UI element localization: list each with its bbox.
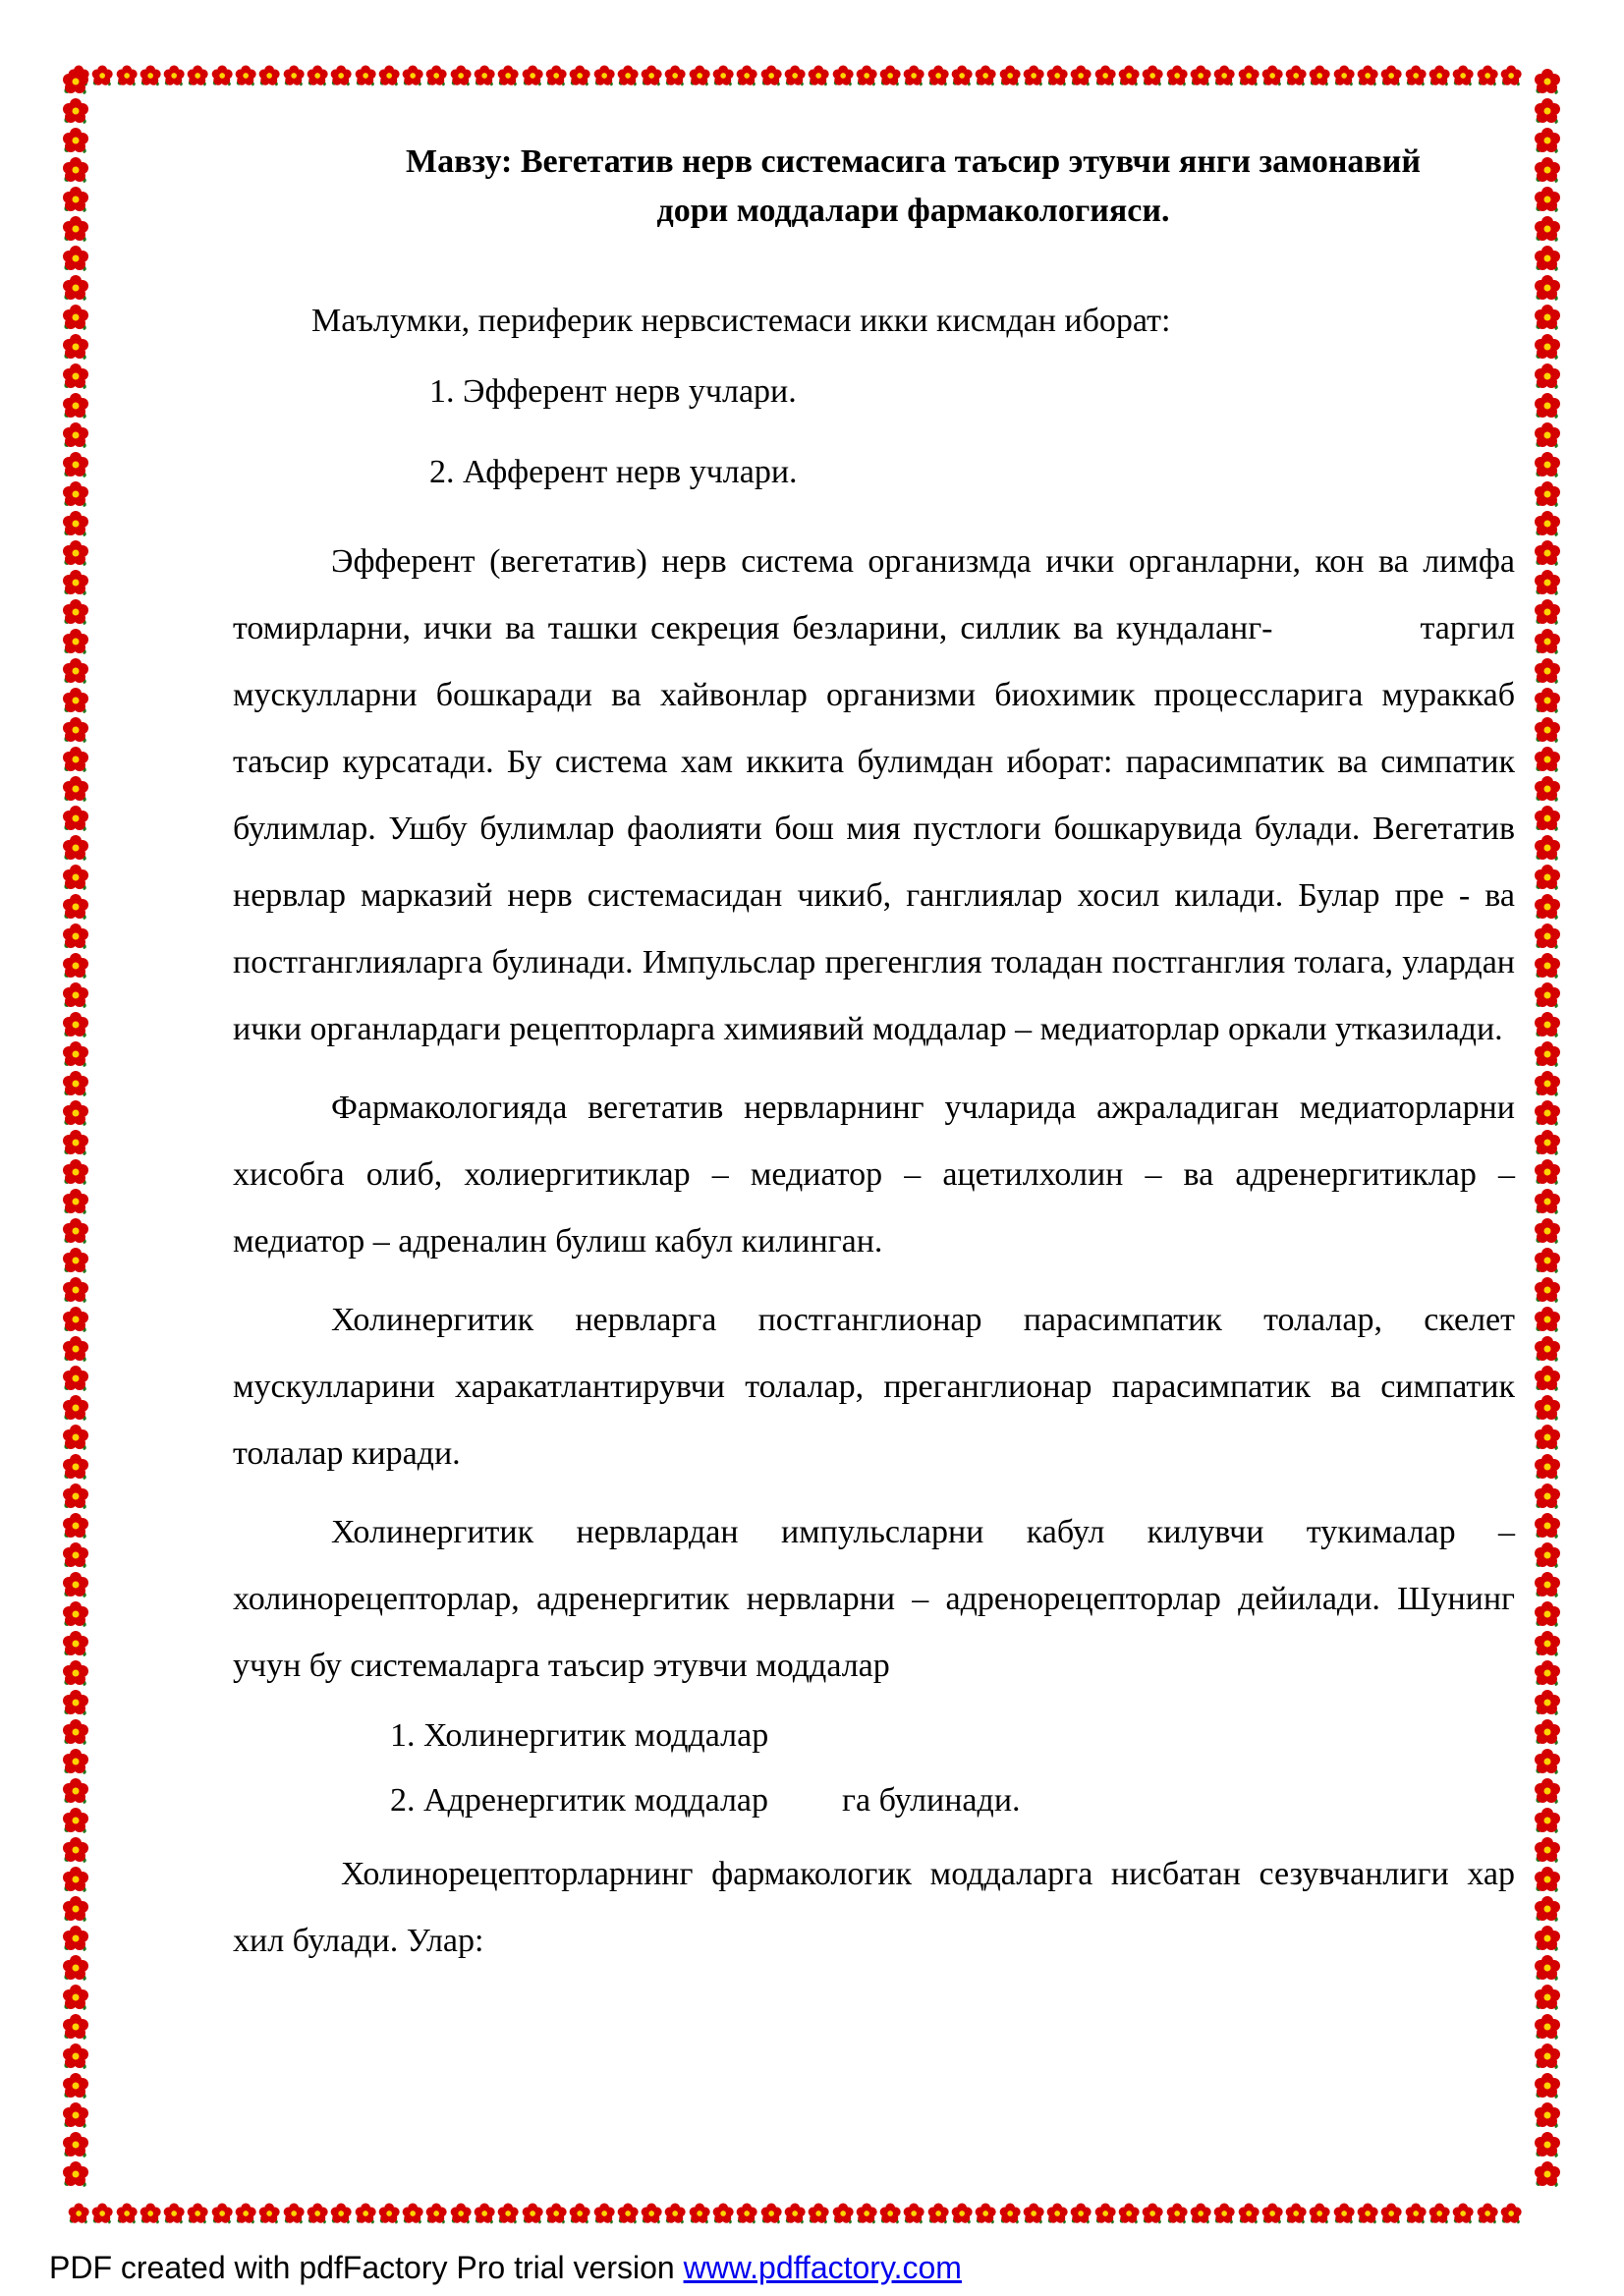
flower-icon	[974, 61, 997, 90]
flower-icon	[1260, 61, 1284, 90]
flower-icon	[1533, 804, 1562, 833]
flower-icon	[1533, 1246, 1562, 1275]
flower-icon	[61, 1157, 90, 1187]
flower-icon	[115, 2199, 139, 2228]
flower-icon	[1533, 1747, 1562, 1776]
flower-icon	[1533, 509, 1562, 538]
flower-icon	[1533, 391, 1562, 420]
flower-icon	[1533, 951, 1562, 980]
flower-icon	[1189, 61, 1212, 90]
flower-icon	[61, 362, 90, 391]
flower-icon	[1533, 1216, 1562, 1246]
flower-icon	[61, 420, 90, 450]
flower-icon	[61, 1187, 90, 1216]
flower-icon	[974, 2199, 997, 2228]
flower-icon	[902, 2199, 925, 2228]
flower-icon	[1284, 61, 1308, 90]
flower-icon	[1499, 2199, 1523, 2228]
flower-icon	[61, 686, 90, 715]
flower-icon	[711, 2199, 735, 2228]
flower-icon	[61, 1452, 90, 1482]
flower-icon	[1533, 1717, 1562, 1747]
flower-icon	[1533, 922, 1562, 951]
flower-icon	[1533, 656, 1562, 686]
flower-icon	[61, 1010, 90, 1039]
document-body	[233, 138, 1515, 1987]
flower-icon	[306, 61, 329, 90]
flower-icon	[61, 479, 90, 509]
flower-icon	[61, 2130, 90, 2159]
flower-icon	[61, 1629, 90, 1658]
page-title	[311, 138, 1515, 236]
flower-icon	[139, 61, 162, 90]
flower-icon	[61, 1098, 90, 1128]
flower-icon	[61, 1747, 90, 1776]
flower-icon	[1533, 1187, 1562, 1216]
flower-icon	[61, 155, 90, 185]
footer-text: PDF created with pdfFactory Pro trial version	[49, 2250, 684, 2285]
flower-icon	[1533, 1865, 1562, 1894]
flower-icon	[257, 2199, 281, 2228]
flower-icon	[377, 2199, 401, 2228]
flower-icon	[61, 1069, 90, 1098]
flower-icon	[306, 2199, 329, 2228]
flower-icon	[115, 61, 139, 90]
flower-icon	[61, 1305, 90, 1334]
flower-icon	[855, 2199, 878, 2228]
flower-icon	[1332, 61, 1356, 90]
flower-icon	[1022, 2199, 1045, 2228]
flower-icon	[1428, 61, 1451, 90]
flower-icon	[61, 332, 90, 362]
flower-icon	[61, 450, 90, 479]
flower-icon	[61, 1039, 90, 1069]
flower-icon	[1533, 273, 1562, 303]
flower-icon	[61, 214, 90, 244]
flower-icon	[162, 61, 186, 90]
flower-icon	[950, 2199, 974, 2228]
flower-icon	[1379, 2199, 1403, 2228]
flower-icon	[807, 2199, 830, 2228]
flower-icon	[1308, 2199, 1331, 2228]
flower-icon	[61, 597, 90, 627]
flower-icon	[354, 2199, 377, 2228]
flower-icon	[210, 2199, 234, 2228]
flower-icon	[1379, 61, 1403, 90]
flower-icon	[735, 2199, 758, 2228]
flower-icon	[1533, 597, 1562, 627]
flower-icon	[61, 1246, 90, 1275]
list-item-suffix: га булинади.	[842, 1782, 1021, 1819]
list-item: 2. Афферент нерв учлари.	[429, 454, 798, 490]
flower-icon	[1141, 2199, 1164, 2228]
list-item-text: 2. Адренергитик моддалар	[390, 1782, 769, 1819]
flower-icon	[1533, 1069, 1562, 1098]
flower-icon	[1533, 686, 1562, 715]
flower-icon	[1165, 61, 1189, 90]
flower-icon	[61, 391, 90, 420]
flower-icon	[424, 61, 448, 90]
flower-icon	[61, 922, 90, 951]
flower-icon	[61, 67, 90, 96]
flower-icon	[1069, 61, 1092, 90]
flower-icon	[61, 1953, 90, 1983]
list-item: 1. Эфферент нерв учлари.	[429, 373, 797, 410]
flower-icon	[1533, 2159, 1562, 2189]
flower-icon	[1533, 1423, 1562, 1452]
flower-icon	[1451, 61, 1475, 90]
flower-icon	[61, 1894, 90, 1924]
paragraph-efferent-part1: Эфферент (вегетатив) нерв система организмда ички органларни, кон ва лимфа томирларни, ички ва ташки секреция безларини, силлик ва кундаланг-	[233, 543, 1515, 646]
flower-icon	[1533, 863, 1562, 892]
flower-icon	[61, 1717, 90, 1747]
flower-icon	[1332, 2199, 1356, 2228]
flower-icon	[1533, 303, 1562, 332]
flower-icon	[61, 1216, 90, 1246]
flower-icon	[473, 61, 496, 90]
flower-icon	[61, 1540, 90, 1570]
flower-icon	[1533, 1835, 1562, 1865]
flower-icon	[61, 863, 90, 892]
flower-icon	[1237, 2199, 1260, 2228]
flower-icon	[1499, 61, 1523, 90]
flower-icon	[282, 61, 306, 90]
flower-icon	[257, 61, 281, 90]
flower-icon	[61, 980, 90, 1010]
flower-icon	[1533, 1924, 1562, 1953]
paragraph-cholinergic: Холинергитик нервларга постганглионар парасимпатик толалар, скелет мускулларини харакатлантирувчи толалар, преганглионар парасимпатик ва симпатик толалар киради.	[233, 1302, 1515, 1472]
flower-icon	[1533, 1658, 1562, 1688]
flower-icon	[473, 2199, 496, 2228]
flower-icon	[1022, 61, 1045, 90]
flower-icon	[329, 2199, 353, 2228]
flower-icon	[1045, 61, 1069, 90]
flower-icon	[1533, 1128, 1562, 1157]
flower-icon	[61, 2012, 90, 2042]
flower-icon	[1237, 61, 1260, 90]
flower-icon	[61, 774, 90, 804]
flower-icon	[61, 244, 90, 273]
intro-paragraph: Маълумки, периферик нервсистемаси икки кисмдан иборат:	[311, 303, 1171, 339]
flower-icon	[401, 2199, 424, 2228]
flower-icon	[329, 61, 353, 90]
flower-icon	[1212, 61, 1236, 90]
flower-icon	[1141, 61, 1164, 90]
flower-icon	[1533, 67, 1562, 96]
flower-icon	[61, 2100, 90, 2130]
flower-icon	[61, 1865, 90, 1894]
flower-icon	[61, 185, 90, 214]
flower-icon	[1533, 1776, 1562, 1806]
flower-icon	[1533, 1305, 1562, 1334]
flower-icon	[61, 1482, 90, 1511]
flower-icon	[1533, 96, 1562, 126]
title-line-2: дори моддалари фармакологияси.	[656, 193, 1170, 229]
flower-icon	[449, 2199, 473, 2228]
flower-icon	[61, 538, 90, 568]
flower-icon	[1533, 833, 1562, 863]
flower-icon	[61, 1570, 90, 1599]
flower-icon	[162, 2199, 186, 2228]
flower-icon	[61, 1688, 90, 1717]
flower-border-right	[1533, 67, 1562, 2189]
footer-link[interactable]: www.pdffactory.com	[683, 2250, 962, 2285]
paragraph-pharmacology: Фармакологияда вегетатив нервларнинг учларида ажраладиган медиаторларни хисобга олиб, холиергитиклар – медиатор – ацетилхолин – ва адренергитиклар – медиатор – адреналин булиш кабул килинган.	[233, 1090, 1515, 1260]
flower-icon	[377, 61, 401, 90]
flower-icon	[186, 2199, 209, 2228]
flower-icon	[1533, 892, 1562, 922]
flower-icon	[568, 2199, 591, 2228]
flower-icon	[926, 2199, 950, 2228]
flower-icon	[61, 1599, 90, 1629]
flower-icon	[61, 1128, 90, 1157]
flower-icon	[424, 2199, 448, 2228]
flower-icon	[759, 61, 783, 90]
flower-icon	[1533, 1275, 1562, 1305]
flower-icon	[878, 61, 902, 90]
flower-border-bottom	[67, 2199, 1523, 2228]
flower-icon	[688, 2199, 711, 2228]
flower-icon	[1404, 2199, 1428, 2228]
flower-icon	[1476, 61, 1499, 90]
pdf-footer	[49, 2250, 962, 2286]
flower-icon	[61, 1423, 90, 1452]
flower-icon	[61, 568, 90, 597]
flower-icon	[1117, 2199, 1141, 2228]
flower-icon	[61, 273, 90, 303]
flower-icon	[1533, 2012, 1562, 2042]
flower-icon	[1533, 1570, 1562, 1599]
flower-icon	[568, 61, 591, 90]
paragraph-efferent	[233, 529, 1515, 1063]
flower-icon	[61, 96, 90, 126]
flower-icon	[950, 61, 974, 90]
flower-icon	[1533, 1894, 1562, 1924]
flower-icon	[1533, 1599, 1562, 1629]
flower-icon	[1533, 1688, 1562, 1717]
flower-icon	[61, 1275, 90, 1305]
flower-icon	[61, 745, 90, 774]
flower-icon	[1356, 61, 1379, 90]
flower-icon	[61, 1924, 90, 1953]
flower-icon	[1533, 1983, 1562, 2012]
flower-icon	[1284, 2199, 1308, 2228]
flower-icon	[831, 61, 855, 90]
paragraph-cholinoreceptors: Холинорецепторларнинг фармакологик моддаларга нисбатан сезувчанлиги хар хил булади. Улар:	[233, 1856, 1515, 1959]
flower-icon	[1533, 1334, 1562, 1364]
flower-icon	[878, 2199, 902, 2228]
flower-icon	[61, 2042, 90, 2071]
flower-icon	[61, 1511, 90, 1540]
flower-icon	[616, 61, 640, 90]
flower-icon	[210, 61, 234, 90]
flower-icon	[1533, 479, 1562, 509]
flower-icon	[1533, 2042, 1562, 2071]
flower-icon	[1533, 980, 1562, 1010]
flower-icon	[1533, 214, 1562, 244]
flower-icon	[1533, 2071, 1562, 2100]
list-item	[233, 1776, 1515, 1825]
flower-icon	[1404, 61, 1428, 90]
flower-icon	[1212, 2199, 1236, 2228]
title-line-1: Мавзу: Вегетатив нерв системасига таъсир этувчи янги замонавий	[406, 143, 1421, 180]
flower-icon	[831, 2199, 855, 2228]
flower-icon	[902, 61, 925, 90]
flower-icon	[61, 951, 90, 980]
flower-icon	[1533, 244, 1562, 273]
flower-icon	[61, 1364, 90, 1393]
flower-icon	[783, 2199, 807, 2228]
flower-icon	[1533, 2100, 1562, 2130]
paragraph-receptors: Холинергитик нервлардан импульсларни кабул килувчи тукималар – холинорецепторлар, адренергитик нервларни – адренорецепторлар дейилади. Шунинг учун бу системаларга таъсир этувчи моддалар	[233, 1514, 1515, 1684]
flower-icon	[1533, 155, 1562, 185]
flower-icon	[61, 1658, 90, 1688]
flower-icon	[783, 61, 807, 90]
flower-icon	[61, 509, 90, 538]
flower-icon	[1533, 1039, 1562, 1069]
flower-icon	[61, 1776, 90, 1806]
flower-icon	[1533, 774, 1562, 804]
flower-icon	[616, 2199, 640, 2228]
flower-icon	[592, 2199, 616, 2228]
flower-icon	[90, 2199, 114, 2228]
flower-icon	[1533, 126, 1562, 155]
flower-icon	[1428, 2199, 1451, 2228]
flower-icon	[1165, 2199, 1189, 2228]
flower-icon	[1533, 1540, 1562, 1570]
flower-icon	[1533, 362, 1562, 391]
flower-icon	[61, 627, 90, 656]
flower-border-top	[67, 61, 1523, 90]
flower-icon	[855, 61, 878, 90]
flower-icon	[1533, 568, 1562, 597]
flower-icon	[61, 715, 90, 745]
flower-icon	[61, 303, 90, 332]
flower-icon	[61, 2071, 90, 2100]
flower-icon	[282, 2199, 306, 2228]
flower-icon	[1533, 1098, 1562, 1128]
flower-icon	[1533, 420, 1562, 450]
flower-icon	[186, 61, 209, 90]
flower-icon	[926, 61, 950, 90]
flower-icon	[1045, 2199, 1069, 2228]
flower-icon	[67, 2199, 90, 2228]
flower-icon	[592, 61, 616, 90]
flower-icon	[1069, 2199, 1092, 2228]
flower-icon	[759, 2199, 783, 2228]
flower-icon	[61, 656, 90, 686]
flower-icon	[496, 2199, 520, 2228]
flower-icon	[1533, 1482, 1562, 1511]
flower-icon	[61, 1806, 90, 1835]
flower-icon	[1533, 745, 1562, 774]
flower-icon	[61, 804, 90, 833]
flower-icon	[1533, 1157, 1562, 1187]
flower-icon	[1533, 2130, 1562, 2159]
flower-icon	[1093, 2199, 1117, 2228]
flower-icon	[354, 61, 377, 90]
flower-icon	[998, 2199, 1022, 2228]
flower-icon	[998, 61, 1022, 90]
flower-icon	[61, 1835, 90, 1865]
flower-icon	[1533, 185, 1562, 214]
flower-icon	[1533, 450, 1562, 479]
flower-icon	[663, 61, 687, 90]
flower-icon	[90, 61, 114, 90]
flower-icon	[521, 2199, 544, 2228]
flower-icon	[1533, 1511, 1562, 1540]
flower-icon	[61, 2159, 90, 2189]
flower-icon	[1533, 1629, 1562, 1658]
flower-icon	[61, 1983, 90, 2012]
flower-icon	[1260, 2199, 1284, 2228]
list-item: 1. Холинергитик моддалар	[390, 1717, 769, 1754]
flower-icon	[711, 61, 735, 90]
flower-icon	[1093, 61, 1117, 90]
flower-icon	[61, 126, 90, 155]
flower-icon	[663, 2199, 687, 2228]
flower-icon	[640, 61, 663, 90]
flower-icon	[1451, 2199, 1475, 2228]
flower-icon	[1533, 1393, 1562, 1423]
flower-icon	[1533, 1364, 1562, 1393]
flower-icon	[521, 61, 544, 90]
flower-icon	[61, 1334, 90, 1364]
flower-icon	[61, 833, 90, 863]
flower-icon	[1117, 61, 1141, 90]
flower-icon	[1533, 1806, 1562, 1835]
flower-icon	[688, 61, 711, 90]
flower-icon	[807, 61, 830, 90]
flower-icon	[544, 2199, 568, 2228]
flower-icon	[1533, 1010, 1562, 1039]
flower-icon	[1533, 538, 1562, 568]
flower-icon	[449, 61, 473, 90]
flower-icon	[735, 61, 758, 90]
flower-icon	[1533, 715, 1562, 745]
paragraph-efferent-part2: таргил мускулларни бошкаради ва хайвонлар организми биохимик процессларига мураккаб таъсир курсатади. Бу система хам иккита булимдан иборат: парасимпатик ва симпатик булимлар. Ушбу булимлар фаолияти бош мия пустлоги бошкарувида булади. Вегетатив нервлар марказий нерв системасидан чикиб, ганглиялар хосил килади. Булар пре - ва постганглияларга булинади. Импульслар прегенглия толадан постганглия толага, улардан ички органлардаги рецепторларга химиявий моддалар – медиаторлар оркали утказилади.	[233, 610, 1515, 1047]
flower-icon	[544, 61, 568, 90]
flower-icon	[1533, 627, 1562, 656]
flower-icon	[1533, 332, 1562, 362]
flower-icon	[234, 61, 257, 90]
flower-icon	[139, 2199, 162, 2228]
flower-icon	[1189, 2199, 1212, 2228]
flower-icon	[1308, 61, 1331, 90]
flower-icon	[1533, 1953, 1562, 1983]
flower-icon	[61, 1393, 90, 1423]
flower-icon	[1533, 1452, 1562, 1482]
flower-icon	[496, 61, 520, 90]
flower-icon	[401, 61, 424, 90]
flower-border-left	[61, 67, 90, 2189]
flower-icon	[640, 2199, 663, 2228]
flower-icon	[234, 2199, 257, 2228]
flower-icon	[61, 892, 90, 922]
flower-icon	[1356, 2199, 1379, 2228]
flower-icon	[1476, 2199, 1499, 2228]
